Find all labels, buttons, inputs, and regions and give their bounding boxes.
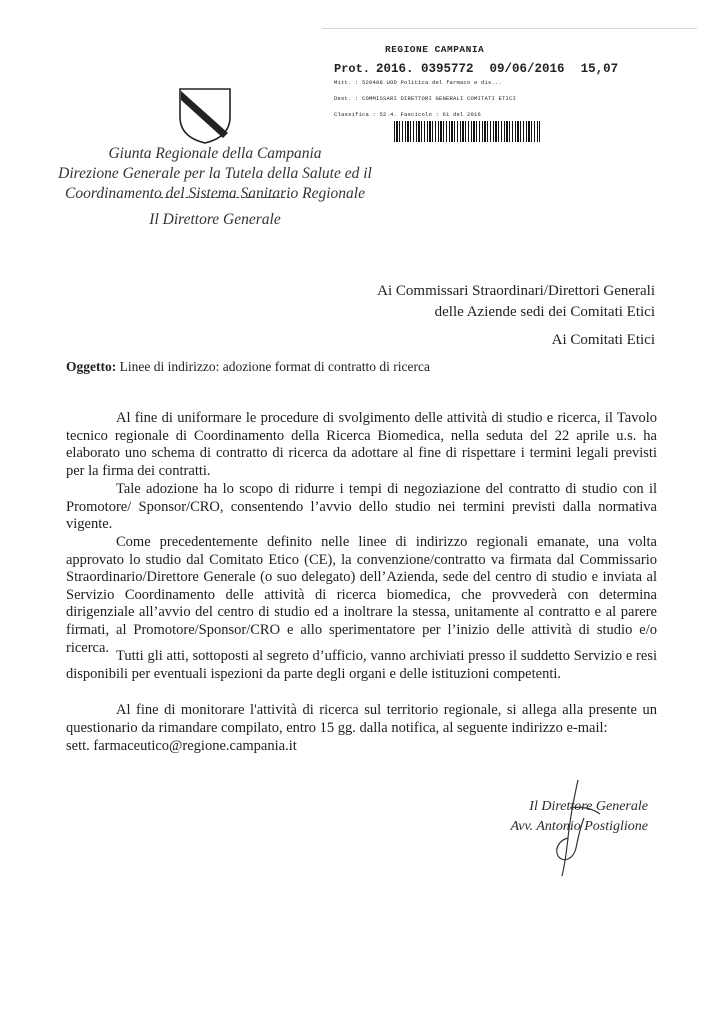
recipient-comitati: Ai Comitati Etici bbox=[551, 332, 655, 348]
stamp-prot-label: Prot. bbox=[334, 62, 371, 76]
contact-email bbox=[66, 738, 657, 756]
stamp-date: 09/06/2016 bbox=[489, 62, 565, 76]
paragraph-text: Come precedentemente definito nelle linee di indirizzo regionali emanate, una volta approvato lo studio dal Comitato Etico (CE), la convenzione/contratto va firmata dal Commissario Straordinario/Direttore Generale (o suo delegato) dell’Azienda, sede del centro di studio e inviata al Servizio Coordinamento delle attività di ricerca biomedica, che provvederà con determina dirigenziale all’avvio del centro di studio ed a inoltrare la stessa, unitamente al contratto e al parere firmati, al Promotore/Sponsor/CRO e allo sperimentatore per l’inizio delle attività di studio e/o ricerca. bbox=[66, 534, 657, 656]
recipient-aziende: delle Aziende sedi dei Comitati Etici bbox=[434, 304, 655, 320]
body-paragraph-4 bbox=[66, 648, 657, 683]
handwritten-signature-icon bbox=[540, 778, 610, 878]
body-paragraph-1 bbox=[66, 410, 657, 480]
paragraph-text: Tale adozione ha lo scopo di ridurre i tempi di negoziazione del contratto di studio con il Promotore/ Sponsor/CRO, consentendo l’avvio dello studio nei termini previsti dalla normativa vigente. bbox=[66, 481, 657, 533]
stamp-prot-number: 2016. 0395772 bbox=[376, 62, 474, 76]
paragraph-text: Al fine di uniformare le procedure di svolgimento delle attività di studio e ricerca, il Tavolo tecnico regionale di Coordinamento della Ricerca Biomedica, nella seduta del 22 aprile u.s. ha elaborato uno schema di contratto di ricerca da adottare al fine di rispettare i termini legali previsti per la firma dei contratti. bbox=[66, 410, 657, 479]
barcode bbox=[394, 121, 540, 142]
subject-label: Oggetto: bbox=[66, 359, 117, 374]
paragraph-text: Tutti gli atti, sottoposti al segreto d’ufficio, vanno archiviati presso il suddetto Servizio e resi disponibili per eventuali ispezioni da parte degli organi e delle istituzioni competenti. bbox=[66, 648, 657, 682]
regione-campania-emblem-icon bbox=[178, 87, 232, 145]
subject-text: Linee di indirizzo: adozione format di contratto di ricerca bbox=[119, 359, 430, 374]
header-divider bbox=[150, 197, 290, 198]
protocol-stamp bbox=[322, 28, 697, 151]
email-text: sett. farmaceutico@regione.campania.it bbox=[66, 738, 297, 754]
recipient-commissari: Ai Commissari Straordinari/Direttori Generali bbox=[377, 283, 655, 299]
paragraph-text: Al fine di monitorare l'attività di ricerca sul territorio regionale, si allega alla presente un questionario da rimandare compilato, entro 15 gg. dalla notifica, al seguente indirizzo e-mail: bbox=[66, 702, 657, 736]
stamp-mitt: Mitt. : 520408 UOD Politica del farmaco e dis... bbox=[334, 79, 503, 86]
header-coordinamento: Coordinamento del Sistema Sanitario Regionale bbox=[65, 185, 365, 202]
body-paragraph-2 bbox=[66, 481, 657, 534]
stamp-classifica: Classifica : 52.4. Fascicolo : 61 del 2016 bbox=[334, 111, 482, 118]
header-direttore: Il Direttore Generale bbox=[149, 211, 281, 228]
body-paragraph-3 bbox=[66, 534, 657, 657]
stamp-dest: Dest. : COMMISSARI DIRETTORI GENERALI COMITATI ETICI bbox=[334, 95, 517, 102]
stamp-protocol-line bbox=[334, 62, 618, 76]
subject-line bbox=[66, 359, 430, 375]
signature-name: Avv. Antonio Postiglione bbox=[510, 819, 648, 834]
signature-title: Il Direttore Generale bbox=[529, 799, 648, 814]
header-direzione: Direzione Generale per la Tutela della Salute ed il bbox=[58, 165, 372, 182]
stamp-time: 15,07 bbox=[580, 62, 619, 76]
body-paragraph-5 bbox=[66, 702, 657, 737]
stamp-region: REGIONE CAMPANIA bbox=[385, 44, 485, 55]
header-giunta: Giunta Regionale della Campania bbox=[108, 145, 322, 162]
